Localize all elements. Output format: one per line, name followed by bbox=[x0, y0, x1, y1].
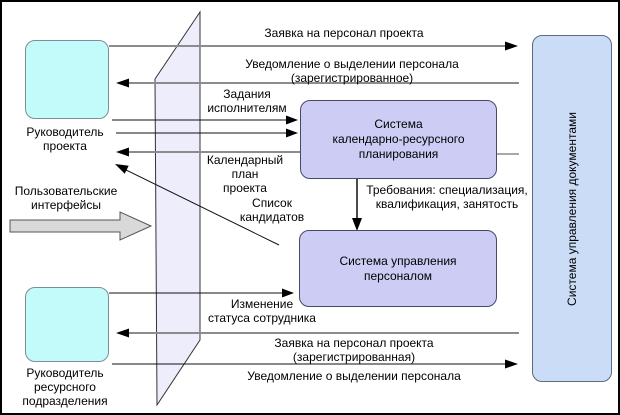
flow-notification-bottom-label: Уведомление о выделении персонала bbox=[247, 369, 461, 383]
flow-notification-bottom-arrowhead bbox=[505, 360, 518, 369]
flow-status-change-label: Изменение статуса сотрудника bbox=[208, 297, 316, 325]
flow-request-top-arrowhead bbox=[505, 42, 518, 51]
flow-tasks-arrowhead-1 bbox=[286, 116, 298, 125]
flow-notification-registered-label: Уведомление о выделении персонала (зарегистрированное) bbox=[245, 57, 459, 85]
document-system-label: Система управления документами bbox=[565, 111, 580, 306]
flow-request-registered-arrowhead bbox=[116, 329, 129, 338]
planning-system-label: Система календарно-ресурсного планирования bbox=[332, 117, 465, 161]
resource-manager-label: Руководитель ресурсного подразделения bbox=[22, 366, 108, 408]
flow-request-registered-label: Заявка на персонал проекта (зарегистрированная) bbox=[274, 336, 434, 364]
flow-candidate-list-arrowhead bbox=[115, 164, 129, 174]
hr-system-box bbox=[299, 230, 497, 307]
project-manager-box bbox=[25, 40, 109, 119]
flow-candidate-list-label: Список кандидатов bbox=[239, 196, 305, 224]
flow-tasks-arrowhead-2 bbox=[286, 129, 298, 138]
flow-request-top-label: Заявка на персонал проекта bbox=[264, 26, 424, 40]
flow-calendar-plan-arrowhead bbox=[116, 148, 129, 157]
user-interface-plane bbox=[155, 12, 200, 405]
planning-system-box bbox=[300, 100, 497, 179]
resource-manager-box bbox=[25, 287, 109, 362]
project-manager-label: Руководитель проекта bbox=[26, 125, 104, 153]
user-interfaces-label: Пользовательские интерфейсы bbox=[14, 184, 118, 212]
flow-tasks-label: Задания исполнителям bbox=[207, 87, 287, 115]
flow-requirements-label: Требования: специализация, квалификация, занятость bbox=[366, 183, 528, 211]
user-interfaces-block-arrow bbox=[10, 212, 151, 240]
flow-notification-registered-arrowhead bbox=[116, 79, 129, 88]
hr-system-label: Система управления персоналом bbox=[339, 253, 457, 283]
flow-calendar-plan-label: Календарный план проекта bbox=[206, 153, 284, 195]
document-system-box bbox=[532, 35, 612, 382]
